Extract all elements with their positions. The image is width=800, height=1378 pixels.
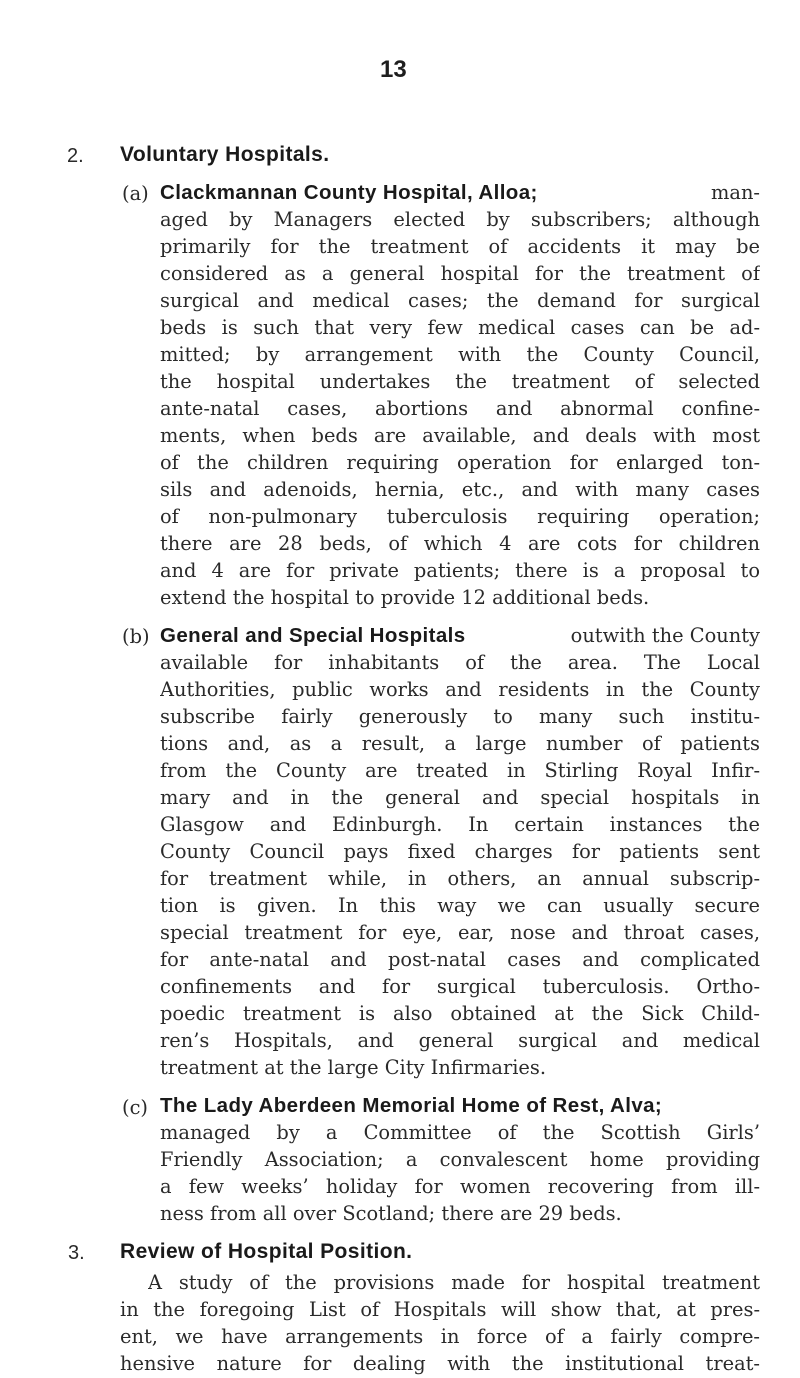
item-a-line-10: of the children requiring operation for enlarged ton- bbox=[160, 451, 760, 474]
item-b-line-16: treatment at the large City Infirmaries. bbox=[160, 1056, 547, 1079]
item-a-line-6: mitted; by arrangement with the County Council, bbox=[160, 343, 760, 366]
item-c-label: (c) bbox=[122, 1096, 148, 1119]
item-b-line-5: from the County are treated in Stirling Royal Infir- bbox=[160, 759, 760, 782]
item-b-line-4: tions and, as a result, a large number of patients bbox=[160, 732, 760, 755]
item-a-line-7: the hospital undertakes the treatment of selected bbox=[160, 370, 760, 393]
section-2-title: Voluntary Hospitals. bbox=[120, 143, 330, 166]
item-a-line-2: primarily for the treatment of accidents it may be bbox=[160, 235, 760, 258]
item-c-line-0: managed by a Committee of the Scottish Girls’ bbox=[160, 1121, 760, 1144]
item-a-line-3: considered as a general hospital for the treatment of bbox=[160, 262, 760, 285]
item-a-line-12: of non-pulmonary tuberculosis requiring operation; bbox=[160, 505, 760, 528]
item-a-line-15: extend the hospital to provide 12 additional beds. bbox=[160, 586, 650, 609]
item-b-line-2: Authorities, public works and residents in the County bbox=[160, 678, 760, 701]
item-b-line-12: for ante-natal and post-natal cases and complicated bbox=[160, 948, 760, 971]
item-c-line-1: Friendly Association; a convalescent home providing bbox=[160, 1148, 760, 1171]
section-3-line-2: ent, we have arrangements in force of a fairly compre- bbox=[120, 1325, 760, 1348]
item-b-line-3: subscribe fairly generously to many such institu- bbox=[160, 705, 760, 728]
item-b-line-7: Glasgow and Edinburgh. In certain instances the bbox=[160, 813, 760, 836]
item-c-first-line bbox=[160, 1094, 760, 1120]
item-c-heading: The Lady Aberdeen Memorial Home of Rest, Alva; bbox=[160, 1094, 663, 1117]
item-b-heading: General and Special Hospitals bbox=[160, 624, 466, 647]
item-b-line-14: poedic treatment is also obtained at the Sick Child- bbox=[160, 1002, 760, 1025]
item-a-line-14: and 4 are for private patients; there is a proposal to bbox=[160, 559, 760, 582]
section-2-number: 2. bbox=[67, 145, 84, 167]
section-3-title: Review of Hospital Position. bbox=[120, 1240, 413, 1263]
item-a-line-1: aged by Managers elected by subscribers; although bbox=[160, 208, 760, 231]
item-a-first-line bbox=[160, 181, 760, 207]
section-3-line-3: hensive nature for dealing with the institutional treat- bbox=[120, 1352, 760, 1375]
item-b-line-6: mary and in the general and special hospitals in bbox=[160, 786, 760, 809]
section-3-number: 3. bbox=[68, 1242, 85, 1264]
page-number: 13 bbox=[380, 56, 407, 83]
item-a-label: (a) bbox=[122, 182, 149, 205]
item-b-first-line bbox=[160, 624, 760, 650]
item-a-line-8: ante-natal cases, abortions and abnormal confine- bbox=[160, 397, 760, 420]
item-b-line-10: tion is given. In this way we can usually secure bbox=[160, 894, 760, 917]
item-b-line-8: County Council pays fixed charges for patients sent bbox=[160, 840, 760, 863]
section-3-line-1: in the foregoing List of Hospitals will show that, at pres- bbox=[120, 1298, 760, 1321]
item-b-line-15: ren’s Hospitals, and general surgical and medical bbox=[160, 1029, 760, 1052]
item-b-line-13: confinements and for surgical tuberculosis. Ortho- bbox=[160, 975, 760, 998]
item-c-line-3: ness from all over Scotland; there are 29 beds. bbox=[160, 1202, 622, 1225]
item-b-line-9: for treatment while, in others, an annual subscrip- bbox=[160, 867, 760, 890]
item-a-line-5: beds is such that very few medical cases can be ad- bbox=[160, 316, 760, 339]
section-3-line-0: A study of the provisions made for hospital treatment bbox=[148, 1271, 760, 1294]
item-a-line-13: there are 28 beds, of which 4 are cots for children bbox=[160, 532, 760, 555]
item-a-heading: Clackmannan County Hospital, Alloa; bbox=[160, 181, 538, 204]
item-b-line-11: special treatment for eye, ear, nose and throat cases, bbox=[160, 921, 760, 944]
item-a-line-0: man- bbox=[711, 181, 760, 204]
item-b-line-0: outwith the County bbox=[570, 624, 760, 647]
item-b-label: (b) bbox=[122, 625, 150, 648]
item-a-line-11: sils and adenoids, hernia, etc., and with many cases bbox=[160, 478, 760, 501]
item-c-line-2: a few weeks’ holiday for women recovering from ill- bbox=[160, 1175, 760, 1198]
item-a-line-4: surgical and medical cases; the demand for surgical bbox=[160, 289, 760, 312]
item-a-line-9: ments, when beds are available, and deals with most bbox=[160, 424, 760, 447]
item-b-line-1: available for inhabitants of the area. The Local bbox=[160, 651, 760, 674]
